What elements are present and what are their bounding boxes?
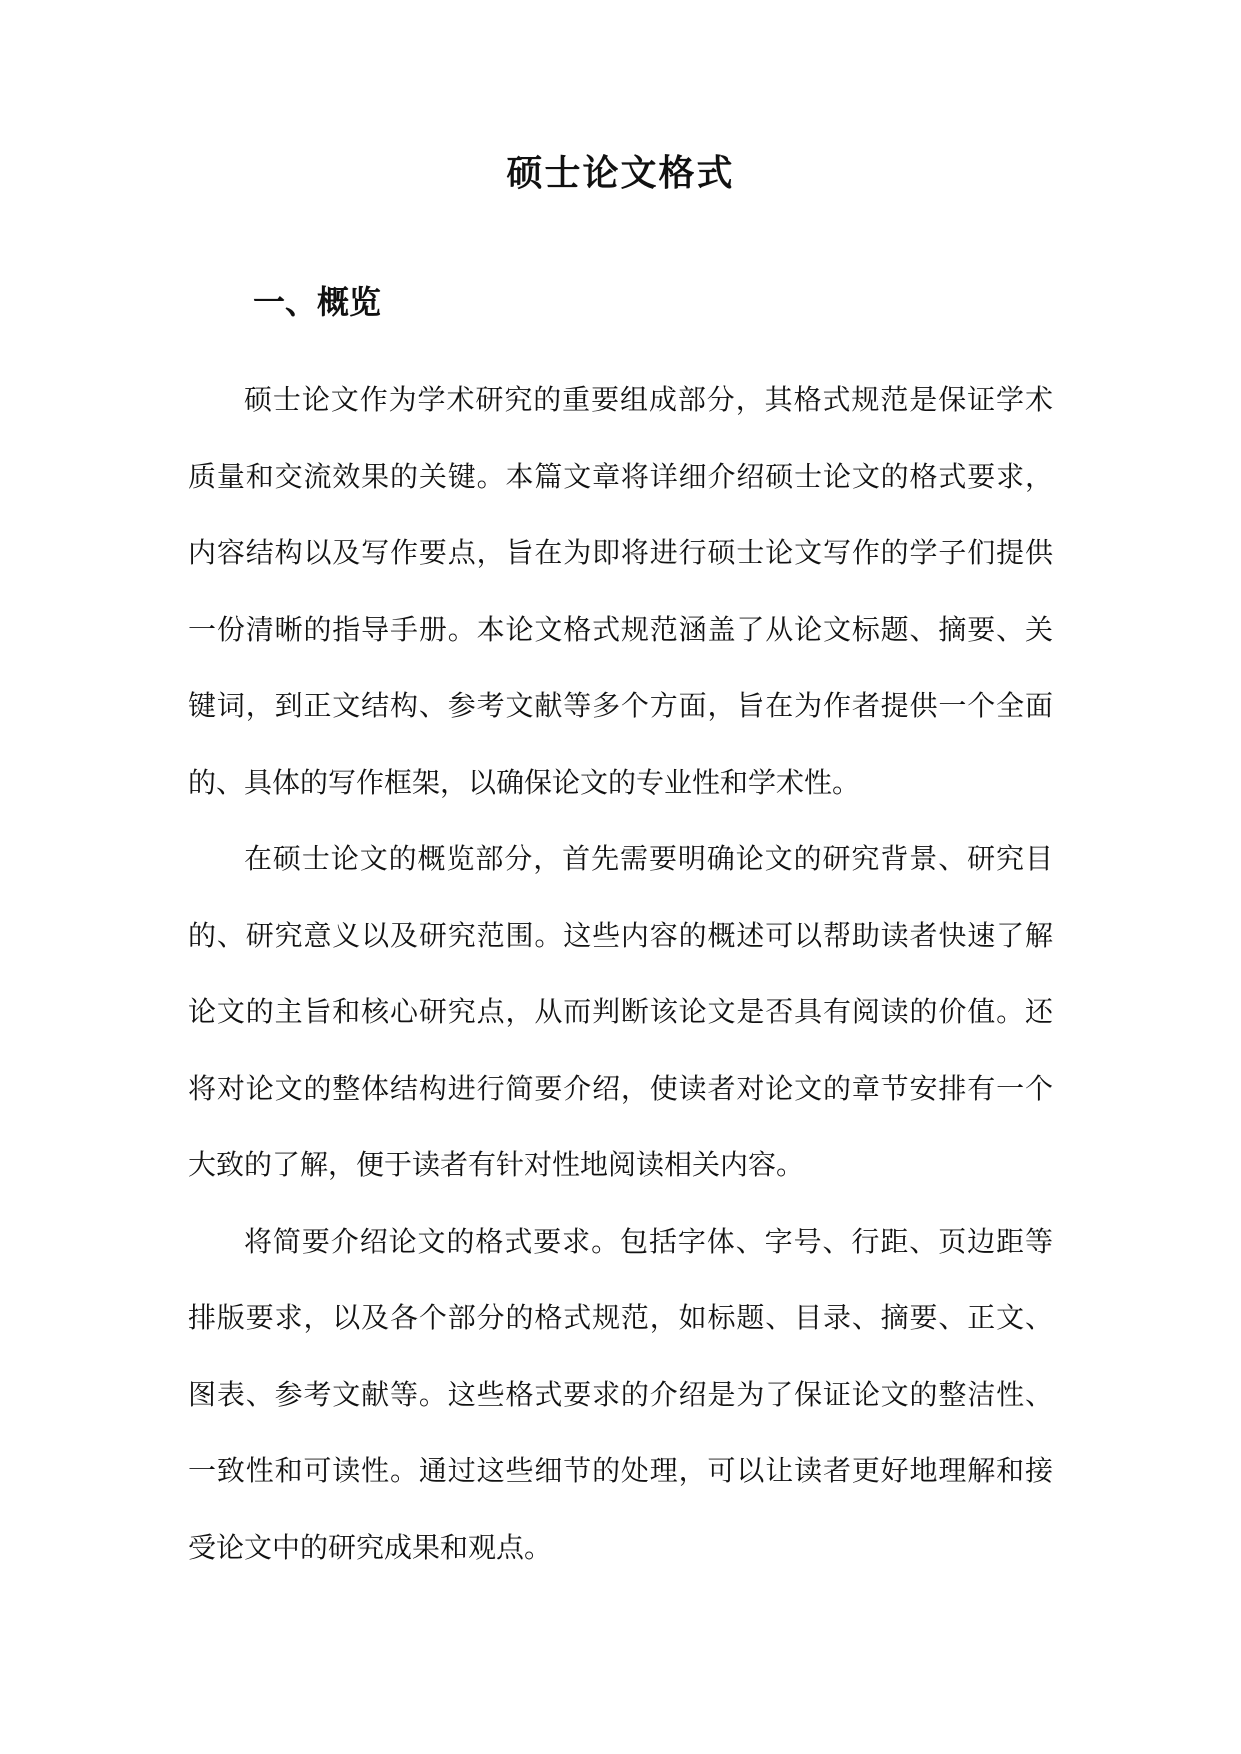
body-text — [188, 362, 1053, 1586]
section-heading-overview: 一、概览 — [253, 283, 382, 321]
document-title: 硕士论文格式 — [506, 152, 735, 194]
paragraph-1: 硕士论文作为学术研究的重要组成部分，其格式规范是保证学术质量和交流效果的关键。本篇文章将详细介绍硕士论文的格式要求，内容结构以及写作要点，旨在为即将进行硕士论文写作的学子们提供一份清晰的指导手册。本论文格式规范涵盖了从论文标题、摘要、关键词，到正文结构、参考文献等多个方面，旨在为作者提供一个全面的、具体的写作框架，以确保论文的专业性和学术性。 — [188, 383, 1053, 799]
paragraph-2: 在硕士论文的概览部分，首先需要明确论文的研究背景、研究目的、研究意义以及研究范围。这些内容的概述可以帮助读者快速了解论文的主旨和核心研究点，从而判断该论文是否具有阅读的价值。还将对论文的整体结构进行简要介绍，使读者对论文的章节安排有一个大致的了解，便于读者有针对性地阅读相关内容。 — [188, 842, 1053, 1181]
paragraph-3: 将简要介绍论文的格式要求。包括字体、字号、行距、页边距等排版要求，以及各个部分的格式规范，如标题、目录、摘要、正文、图表、参考文献等。这些格式要求的介绍是为了保证论文的整洁性、一致性和可读性。通过这些细节的处理，可以让读者更好地理解和接受论文中的研究成果和观点。 — [188, 1224, 1053, 1564]
